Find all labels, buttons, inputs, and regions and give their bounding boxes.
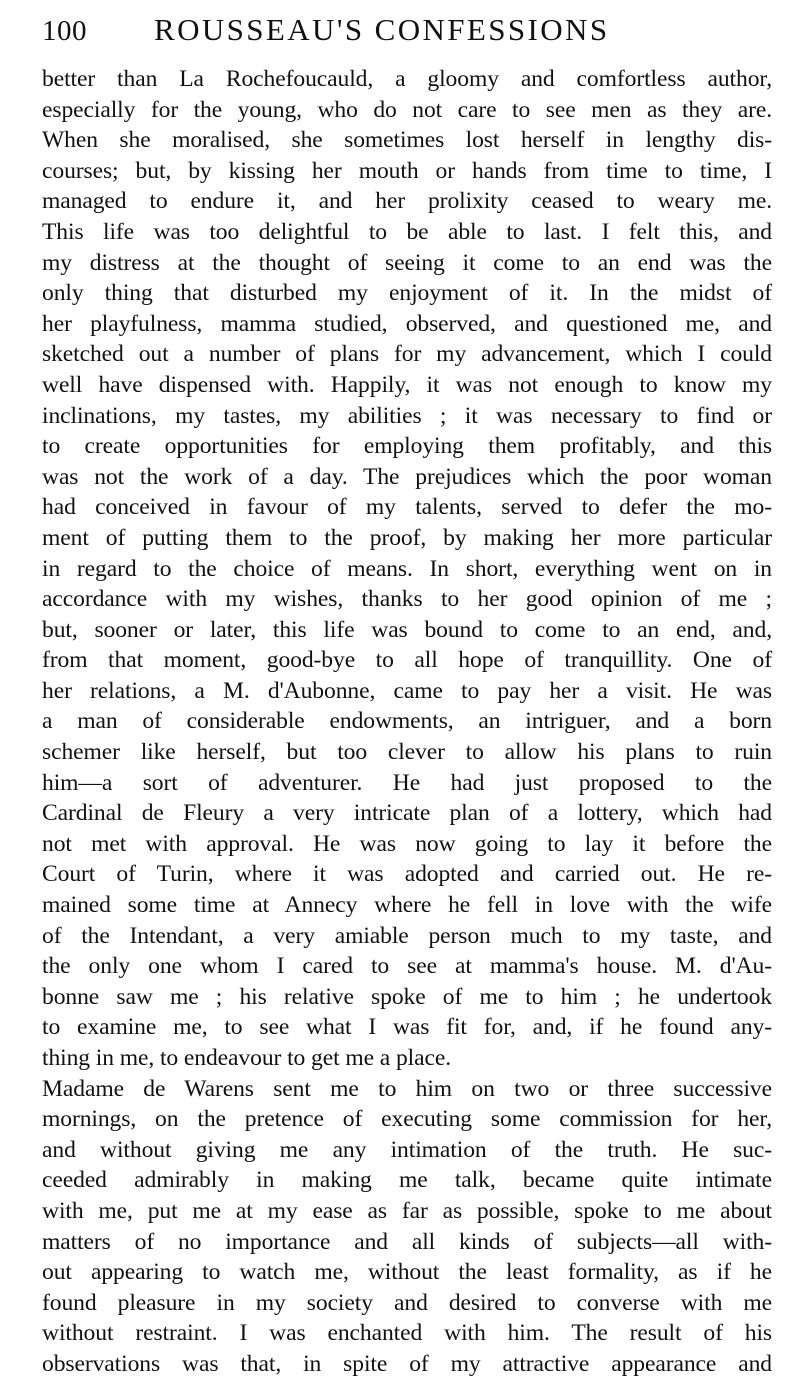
text-line: courses; but, by kissing her mouth or hands from time to time, I — [42, 157, 772, 184]
text-line: of the Intendant, a very amiable person much to my taste, and — [42, 922, 772, 949]
text-line: my distress at the thought of seeing it come to an end was the — [42, 249, 772, 276]
text-line: found pleasure in my society and desired to converse with me — [42, 1289, 772, 1316]
text-line: her relations, a M. d'Aubonne, came to pay her a visit. He was — [42, 677, 772, 704]
text-line: her playfulness, mamma studied, observed, and questioned me, and — [42, 310, 772, 337]
text-line: schemer like herself, but too clever to allow his plans to ruin — [42, 739, 772, 766]
text-line: out appearing to watch me, without the least formality, as if he — [42, 1259, 772, 1286]
text-line: from that moment, good-bye to all hope of tranquillity. One of — [42, 647, 772, 674]
text-line: with me, put me at my ease as far as possible, spoke to me about — [42, 1197, 772, 1224]
page-number: 100 — [42, 15, 87, 47]
text-line: thing in me, to endeavour to get me a place. — [42, 1045, 452, 1071]
text-line: Court of Turin, where it was adopted and carried out. He re- — [42, 861, 772, 888]
text-line: observations was that, in spite of my attractive appearance and — [42, 1350, 772, 1377]
text-line: bonne saw me ; his relative spoke of me to him ; he undertook — [42, 983, 772, 1010]
text-line: to create opportunities for employing them profitably, and this — [42, 433, 772, 460]
text-line: and without giving me any intimation of the truth. He suc- — [42, 1136, 772, 1163]
text-line: without restraint. I was enchanted with him. The result of his — [42, 1320, 772, 1347]
text-line: ceeded admirably in making me talk, became quite intimate — [42, 1167, 772, 1194]
text-line: Cardinal de Fleury a very intricate plan of a lottery, which had — [42, 800, 772, 827]
text-line: When she moralised, she sometimes lost herself in lengthy dis- — [42, 127, 772, 154]
text-line: better than La Rochefoucauld, a gloomy and comfortless author, — [42, 66, 772, 92]
text-line: had conceived in favour of my talents, served to defer the mo- — [42, 494, 772, 521]
text-line: sketched out a number of plans for my advancement, which I could — [42, 341, 772, 368]
text-line: inclinations, my tastes, my abilities ; it was necessary to find or — [42, 402, 772, 429]
text-line: only thing that disturbed my enjoyment of it. In the midst of — [42, 280, 772, 307]
text-line: mained some time at Annecy where he fell in love with the wife — [42, 892, 772, 919]
text-line: to examine me, to see what I was fit for, and, if he found any- — [42, 1014, 772, 1041]
text-line: but, sooner or later, this life was bound to come to an end, and, — [42, 616, 772, 643]
text-line: well have dispensed with. Happily, it was not enough to know my — [42, 371, 772, 398]
text-line: managed to endure it, and her prolixity ceased to weary me. — [42, 188, 772, 215]
book-page — [42, 12, 772, 1380]
running-head — [42, 12, 772, 60]
text-line: matters of no importance and all kinds of subjects—all with- — [42, 1228, 772, 1255]
text-line: a man of considerable endowments, an intriguer, and a born — [42, 708, 772, 735]
text-line: not met with approval. He was now going to lay it before the — [42, 830, 772, 857]
text-line: him—a sort of adventurer. He had just proposed to the — [42, 769, 772, 796]
text-line: Madame de Warens sent me to him on two or three successive — [42, 1075, 772, 1102]
text-line: accordance with my wishes, thanks to her good opinion of me ; — [42, 586, 772, 613]
body-text — [42, 64, 772, 1380]
text-line: ment of putting them to the proof, by making her more particular — [42, 524, 772, 551]
text-line: in regard to the choice of means. In short, everything went on in — [42, 555, 772, 582]
text-line: the only one whom I cared to see at mamma's house. M. d'Au- — [42, 953, 772, 980]
text-line: This life was too delightful to be able to last. I felt this, and — [42, 218, 772, 245]
text-line: especially for the young, who do not care to see men as they are. — [42, 96, 772, 123]
running-title: ROUSSEAU'S CONFESSIONS — [154, 12, 610, 47]
text-line: mornings, on the pretence of executing some commission for her, — [42, 1106, 772, 1133]
text-line: was not the work of a day. The prejudices which the poor woman — [42, 463, 772, 490]
